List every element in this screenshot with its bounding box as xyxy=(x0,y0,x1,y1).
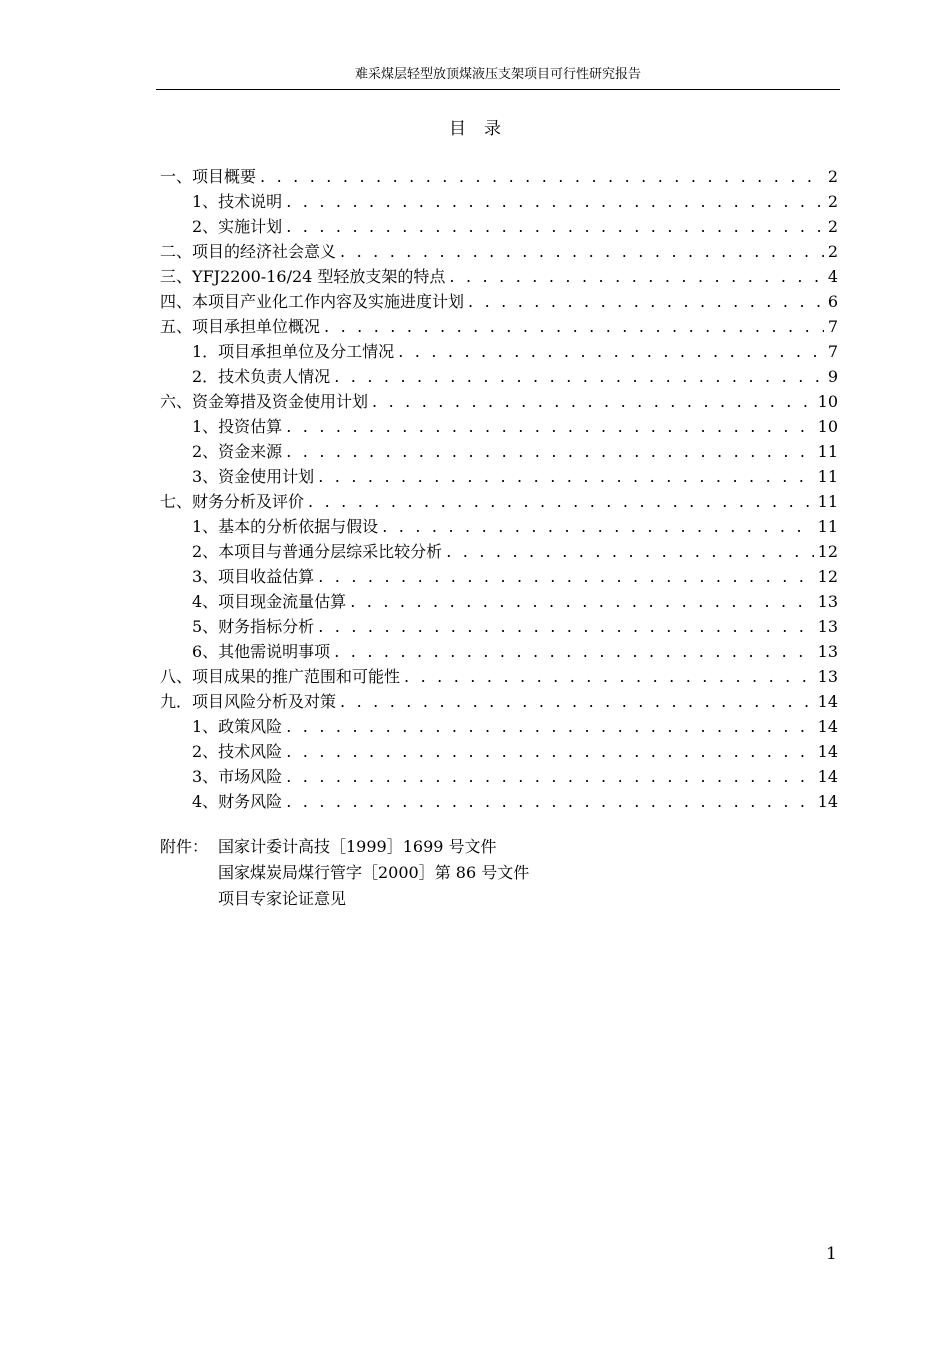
toc-entry[interactable] xyxy=(160,214,838,239)
toc-entry[interactable] xyxy=(160,664,838,689)
toc-entry[interactable] xyxy=(160,714,838,739)
toc-entry-page: 13 xyxy=(817,642,838,661)
toc-entry-title: 3、市场风险 xyxy=(192,767,283,786)
toc-dot-leader xyxy=(372,389,814,414)
toc-entry-page: 10 xyxy=(817,417,838,436)
toc-entry[interactable] xyxy=(160,389,838,414)
toc-title: 目录 xyxy=(449,119,519,139)
toc-entry-page: 11 xyxy=(817,492,838,511)
toc-dot-leader xyxy=(382,514,813,539)
toc-entry[interactable] xyxy=(160,364,838,389)
toc-entry-page: 7 xyxy=(827,317,838,336)
toc-entry-page: 2 xyxy=(827,217,838,236)
toc-entry-title: 1、基本的分析依据与假设 xyxy=(192,517,379,536)
toc-dot-leader xyxy=(340,239,824,264)
attachments xyxy=(160,834,529,912)
toc-dot-leader xyxy=(404,664,814,689)
toc-dot-leader xyxy=(318,464,813,489)
toc-entry[interactable] xyxy=(160,164,838,189)
toc-entry-title: 四、本项目产业化工作内容及实施进度计划 xyxy=(160,292,465,311)
toc-dot-leader xyxy=(468,289,824,314)
toc-dot-leader xyxy=(286,439,813,464)
toc-dot-leader xyxy=(334,639,813,664)
toc-entry-page: 14 xyxy=(817,717,838,736)
toc-entry-title: 1．项目承担单位及分工情况 xyxy=(192,342,395,361)
toc-entry-page: 2 xyxy=(827,242,838,261)
toc-entry-title: 1、投资估算 xyxy=(192,417,283,436)
toc-entry-title: 八、项目成果的推广范围和可能性 xyxy=(160,667,401,686)
toc-dot-leader xyxy=(308,489,814,514)
toc-entry[interactable] xyxy=(160,514,838,539)
toc-entry[interactable] xyxy=(160,764,838,789)
toc-entry[interactable] xyxy=(160,264,838,289)
toc-dot-leader xyxy=(286,789,813,814)
toc-entry[interactable] xyxy=(160,414,838,439)
toc-entry-title: 一、项目概要 xyxy=(160,167,257,186)
toc-entry[interactable] xyxy=(160,589,838,614)
running-header xyxy=(156,64,840,90)
toc-entry[interactable] xyxy=(160,539,838,564)
toc-entry-title: 五、项目承担单位概况 xyxy=(160,317,321,336)
toc-entry-title: 七、财务分析及评价 xyxy=(160,492,305,511)
toc-dot-leader xyxy=(398,339,824,364)
toc-entry[interactable] xyxy=(160,189,838,214)
toc-entry-page: 12 xyxy=(817,567,838,586)
toc-entry-title: 2、技术风险 xyxy=(192,742,283,761)
toc-entry-page: 4 xyxy=(827,267,838,286)
toc-dot-leader xyxy=(286,414,813,439)
toc-entry-page: 13 xyxy=(817,667,838,686)
toc-entry-title: 1、技术说明 xyxy=(192,192,283,211)
toc-entry-title: 三、YFJ2200-16/24 型轻放支架的特点 xyxy=(160,267,446,286)
toc-entry[interactable] xyxy=(160,289,838,314)
toc-entry-page: 11 xyxy=(817,442,838,461)
toc-entry-page: 13 xyxy=(817,592,838,611)
toc-entry-title: 九．项目风险分析及对策 xyxy=(160,692,337,711)
toc-entry-page: 11 xyxy=(817,517,838,536)
toc-entry-title: 六、资金筹措及资金使用计划 xyxy=(160,392,369,411)
toc-entry-title: 3、项目收益估算 xyxy=(192,567,315,586)
toc-entry-page: 10 xyxy=(817,392,838,411)
toc-entry[interactable] xyxy=(160,314,838,339)
toc-entry-title: 6、其他需说明事项 xyxy=(192,642,331,661)
toc-entry-title: 二、项目的经济社会意义 xyxy=(160,242,337,261)
toc-entry-title: 3、资金使用计划 xyxy=(192,467,315,486)
toc-entry[interactable] xyxy=(160,489,838,514)
toc-entry-page: 14 xyxy=(817,692,838,711)
toc-dot-leader xyxy=(286,214,824,239)
toc-dot-leader xyxy=(286,189,824,214)
toc-entry[interactable] xyxy=(160,239,838,264)
toc-entry[interactable] xyxy=(160,739,838,764)
toc-dot-leader xyxy=(324,314,824,339)
toc-entry-title: 2、资金来源 xyxy=(192,442,283,461)
toc-entry-page: 13 xyxy=(817,617,838,636)
attachment-item: 国家计委计高技［1999］1699 号文件 xyxy=(218,837,497,856)
toc-entry[interactable] xyxy=(160,564,838,589)
toc-entry-page: 14 xyxy=(817,767,838,786)
toc-entry-page: 11 xyxy=(817,467,838,486)
attachment-item: 项目专家论证意见 xyxy=(218,889,347,908)
header-title: 难采煤层轻型放顶煤液压支架项目可行性研究报告 xyxy=(354,67,641,82)
toc-entry-page: 14 xyxy=(817,742,838,761)
toc-dot-leader xyxy=(350,589,813,614)
toc-entry-title: 2、本项目与普通分层综采比较分析 xyxy=(192,542,443,561)
toc-entry-page: 2 xyxy=(827,167,838,186)
toc-entry-title: 4、项目现金流量估算 xyxy=(192,592,347,611)
table-of-contents xyxy=(160,164,838,814)
toc-entry-page: 6 xyxy=(827,292,838,311)
toc-dot-leader xyxy=(260,164,824,189)
toc-entry-page: 9 xyxy=(827,367,838,386)
toc-entry[interactable] xyxy=(160,439,838,464)
attachments-label: 附件： xyxy=(160,837,209,856)
toc-dot-leader xyxy=(446,539,813,564)
toc-dot-leader xyxy=(286,739,813,764)
toc-dot-leader xyxy=(318,614,813,639)
toc-dot-leader xyxy=(334,364,824,389)
toc-dot-leader xyxy=(286,714,813,739)
toc-entry-page: 2 xyxy=(827,192,838,211)
toc-entry-title: 2、实施计划 xyxy=(192,217,283,236)
toc-dot-leader xyxy=(318,564,813,589)
toc-entry[interactable] xyxy=(160,339,838,364)
toc-entry[interactable] xyxy=(160,789,838,814)
toc-entry[interactable] xyxy=(160,464,838,489)
toc-entry[interactable] xyxy=(160,689,838,714)
toc-entry[interactable] xyxy=(160,614,838,639)
toc-entry-title: 4、财务风险 xyxy=(192,792,283,811)
toc-entry-page: 12 xyxy=(817,542,838,561)
toc-dot-leader xyxy=(449,264,823,289)
toc-entry-title: 1、政策风险 xyxy=(192,717,283,736)
toc-entry-page: 14 xyxy=(817,792,838,811)
toc-entry-title: 2．技术负责人情况 xyxy=(192,367,331,386)
toc-entry[interactable] xyxy=(160,639,838,664)
toc-dot-leader xyxy=(340,689,814,714)
attachment-item: 国家煤炭局煤行管字［2000］第 86 号文件 xyxy=(218,863,530,882)
toc-dot-leader xyxy=(286,764,813,789)
page-number: 1 xyxy=(826,1244,837,1264)
toc-entry-title: 5、财务指标分析 xyxy=(192,617,315,636)
toc-entry-page: 7 xyxy=(827,342,838,361)
